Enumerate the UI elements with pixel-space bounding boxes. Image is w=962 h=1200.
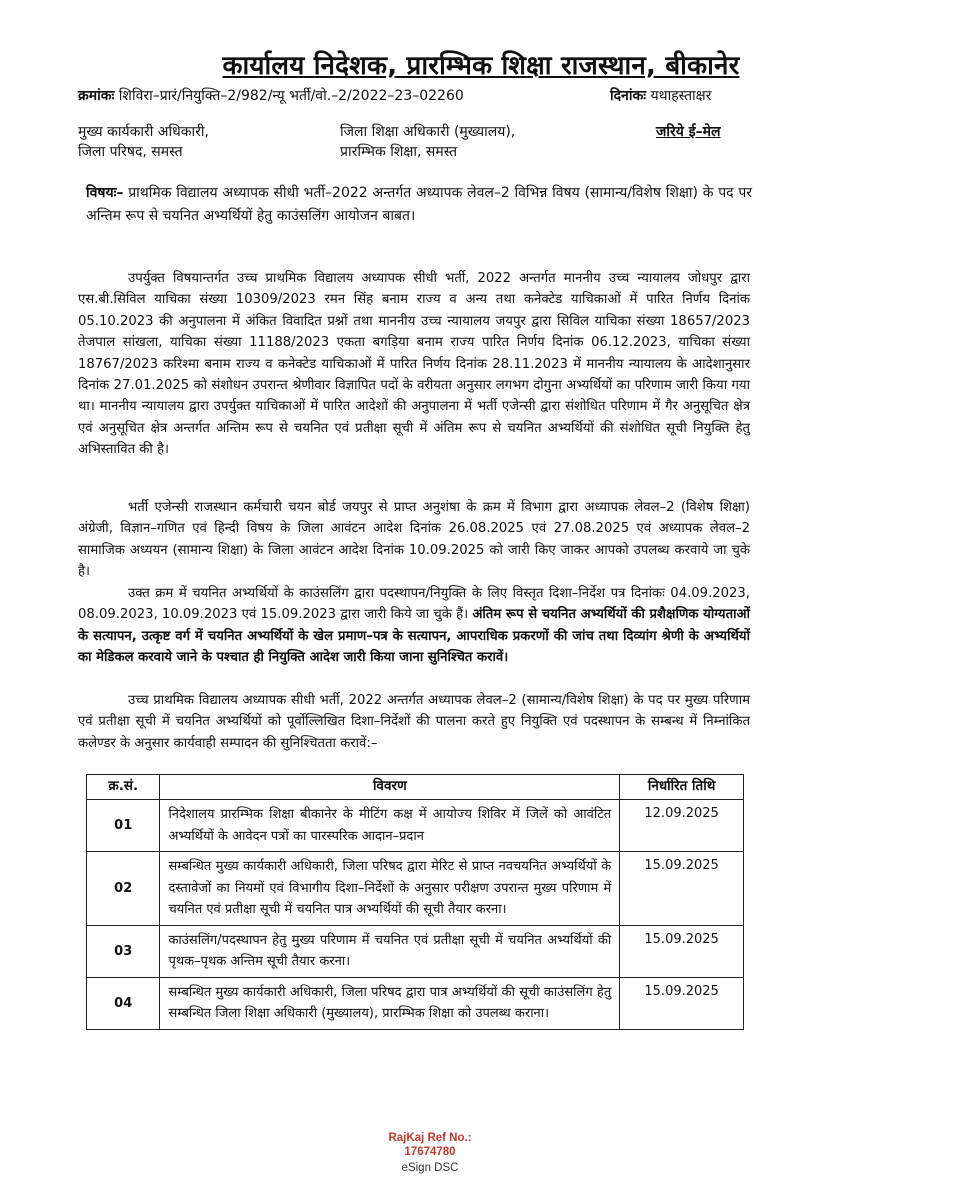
schedule-table xyxy=(86,774,744,1030)
ref-number: शिविरा–प्रारं/नियुक्ति–2/982/न्यू भर्ती/वो.–2/2022–23–02260 xyxy=(118,88,464,104)
reference-line xyxy=(78,86,908,105)
rajkaj-reference xyxy=(370,1131,490,1159)
recipient-ceo-line2: जिला परिषद, समस्त xyxy=(78,144,183,160)
row-serial: 02 xyxy=(87,852,160,926)
header-date: निर्धारित तिथि xyxy=(620,775,744,800)
table-row xyxy=(87,925,744,977)
esign-label: eSign DSC xyxy=(401,1162,459,1174)
date-value: यथाहस्ताक्षर xyxy=(650,88,712,104)
subject-label: विषयः– xyxy=(86,185,124,201)
header-serial: क्र.सं. xyxy=(87,775,160,800)
paragraph-4: उच्च प्राथमिक विद्यालय अध्यापक सीधी भर्ती, 2022 अन्तर्गत अध्यापक लेवल–2 (सामान्य/विशेष शिक्षा) के पद पर मुख्य परिणाम एवं प्रतीक्षा सूची में चयनित अभ्यर्थियों को पूर्वोल्लिखित दिशा–निर्देशों की पालना करते हुए नियुक्ति एवं पदस्थापन के सम्बन्ध में निम्नांकित कलेण्डर के अनुसार कार्यवाही सम्पादन की सुनिश्चितता करावें:– xyxy=(78,693,750,751)
table-row xyxy=(87,852,744,926)
recipient-deo-line2: प्रारम्भिक शिक्षा, समस्त xyxy=(340,144,458,160)
row-description: निदेशालय प्रारम्भिक शिक्षा बीकानेर के मीटिंग कक्ष में आयोज्य शिविर में जिलें को आवंटित अभ्यर्थियों के आवेदन पत्रों का पारस्परिक आदान–प्रदान xyxy=(160,800,620,852)
header-description: विवरण xyxy=(160,775,620,800)
table-row xyxy=(87,977,744,1029)
paragraph-3-emphasis: अंतिम रूप से चयनित अभ्यर्थियों की प्रशैक्षणिक योग्यताओं के सत्यापन, उत्कृष्ट वर्ग में चयनित अभ्यर्थियों के खेल प्रमाण–पत्र के सत्यापन, आपराधिक प्रकरणों की जांच तथा दिव्यांग श्रेणी के अभ्यर्थियों का मेडिकल करवाये जाने के पश्चात ही नियुक्ति आदेश जारी किया जाना सुनिश्चित करावें। xyxy=(78,607,750,666)
recipient-ceo-line1: मुख्य कार्यकारी अधिकारी, xyxy=(78,124,209,140)
row-date: 12.09.2025 xyxy=(620,800,744,852)
ref-label: क्रमांकः xyxy=(78,88,115,104)
row-serial: 01 xyxy=(87,800,160,852)
paragraph-3-text: उक्त क्रम में चयनित अभ्यर्थियों के काउंसलिंग द्वारा पदस्थापन/नियुक्ति के लिए विस्तृत दिशा–निर्देश पत्र दिनांकः 04.09.2023, 08.09.2023, 10.09.2023 एवं 15.09.2023 द्वारा जारी किये जा चुके हैं। xyxy=(78,586,750,623)
recipient-deo xyxy=(340,122,515,162)
paragraph-1: उपर्युक्त विषयान्तर्गत उच्च प्राथमिक विद्यालय अध्यापक सीधी भर्ती, 2022 अन्तर्गत माननीय उच्च न्यायालय जोधपुर द्वारा एस.बी.सिविल याचिका संख्या 10309/2023 रमन सिंह बनाम राज्य व अन्य तथा कनेक्टेड याचिकाओं में पारित निर्णय दिनांक 05.10.2023 की अनुपालना में अंकित विवादित प्रश्नों तथा माननीय उच्च न्यायालय जयपुर द्वारा सिविल याचिका संख्या 18657/2023 तेजपाल सांखला, याचिका संख्या 11188/2023 एकता बगड़िया बनाम राज्य पारित निर्णय दिनांक 06.12.2023, याचिका संख्या 18767/2023 करिश्मा बनाम राज्य व कनेक्टेड याचिकाओं में पारित निर्णय दिनांक 28.11.2023 में माननीय न्यायालय के आदेशानुसार दिनांक 27.01.2025 को संशोधन उपरान्त श्रेणीवार विज्ञापित पदों के वरीयता अनुसार लगभग दोगुना अभ्यर्थियों का परिणाम जारी किया गया था। माननीय न्यायालय द्वारा उपर्युक्त याचिकाओं में पारित आदेशों की अनुपालना में भर्ती एजेन्सी द्वारा संशोधित परिणाम में गैर अनुसूचित क्षेत्र एवं अनुसूचित क्षेत्र अन्तर्गत अन्तिम रूप से चयनित एवं प्रतीक्षा सूची में अंतिम रूप से चयनित अभ्यर्थियों की संशोधित सूची नियुक्ति हेतु अभिस्तावित की है। xyxy=(78,271,750,458)
rajkaj-ref-number: 17674780 xyxy=(404,1146,456,1158)
row-date: 15.09.2025 xyxy=(620,977,744,1029)
paragraph-2: भर्ती एजेन्सी राजस्थान कर्मचारी चयन बोर्ड जयपुर से प्राप्त अनुशंषा के क्रम में विभाग द्वारा अध्यापक लेवल–2 (विशेष शिक्षा) अंग्रेजी, विज्ञान–गणित एवं हिन्दी विषय के जिला आवंटन आदेश दिनांक 26.08.2025 एवं 27.08.2025 एवं अध्यापक लेवल–2 सामाजिक अध्ययन (सामान्य शिक्षा) के जिला आवंटन आदेश दिनांक 10.09.2025 को जारी किए जाकर आपको उपलब्ध करवाये जा चुके है। xyxy=(78,500,750,580)
recipient-deo-line1: जिला शिक्षा अधिकारी (मुख्यालय), xyxy=(340,124,516,140)
row-serial: 03 xyxy=(87,925,160,977)
paragraph-3 xyxy=(78,583,750,669)
via-email: जरिये ई–मेल xyxy=(656,124,721,140)
subject-text: प्राथमिक विद्यालय अध्यापक सीधी भर्ती–2022 अन्तर्गत अध्यापक लेवल–2 विभिन्न विषय (सामान्य/विशेष शिक्षा) के पद पर अन्तिम रूप से चयनित अभ्यर्थियों हेतु काउंसलिंग आयोजन बाबत। xyxy=(86,185,752,224)
row-description: काउंसलिंग/पदस्थापन हेतु मुख्य परिणाम में चयनित एवं प्रतीक्षा सूची में चयनित अभ्यर्थियों की पृथक–पृथक अन्तिम सूची तैयार करना। xyxy=(160,925,620,977)
rajkaj-ref-label: RajKaj Ref No.: xyxy=(388,1132,472,1144)
table-row xyxy=(87,800,744,852)
row-description: सम्बन्धित मुख्य कार्यकारी अधिकारी, जिला परिषद द्वारा मेरिट से प्राप्त नवचयनित अभ्यर्थियों के दस्तावेजों का नियमों एवं विभागीय दिशा–निर्देशों के अनुसार परीक्षण उपरान्त मुख्य परिणाम में चयनित एवं प्रतीक्षा सूची में चयनित पात्र अभ्यर्थियों की सूची तैयार करना। xyxy=(160,852,620,926)
office-title: कार्यालय निदेशक, प्रारम्भिक शिक्षा राजस्थान, बीकानेर xyxy=(222,51,740,81)
recipient-ceo xyxy=(78,122,209,162)
subject-block xyxy=(86,182,752,228)
row-serial: 04 xyxy=(87,977,160,1029)
row-date: 15.09.2025 xyxy=(620,852,744,926)
table-header-row xyxy=(87,775,744,800)
date-label: दिनांकः xyxy=(610,88,647,104)
row-description: सम्बन्धित मुख्य कार्यकारी अधिकारी, जिला परिषद द्वारा पात्र अभ्यर्थियों की सूची काउंसलिंग हेतु सम्बन्धित जिला शिक्षा अधिकारी (मुख्यालय), प्रारम्भिक शिक्षा को उपलब्ध कराना। xyxy=(160,977,620,1029)
row-date: 15.09.2025 xyxy=(620,925,744,977)
date-field xyxy=(610,86,711,105)
